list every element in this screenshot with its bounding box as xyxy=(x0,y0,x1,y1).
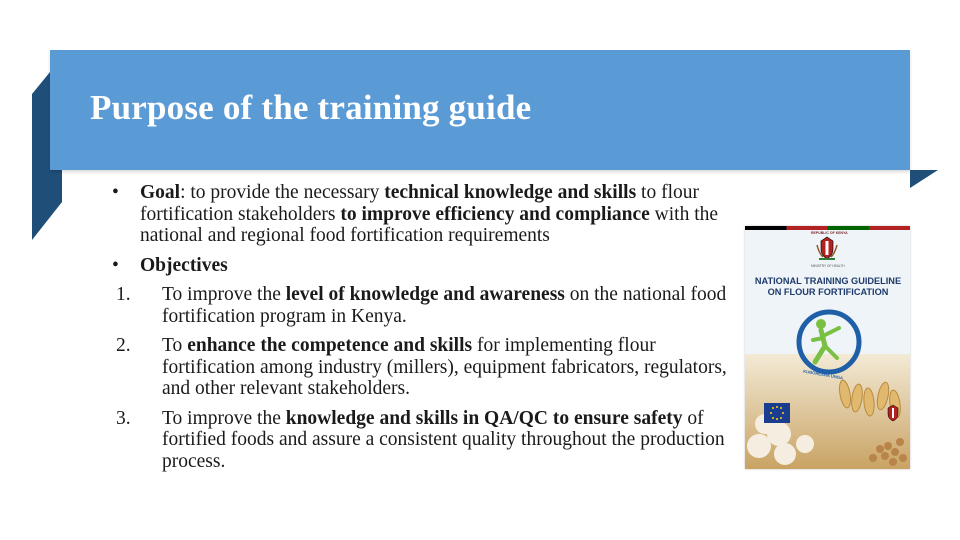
text-segment: : to provide the necessary xyxy=(180,182,385,203)
emphasis-segment: technical knowledge and skills xyxy=(384,182,637,203)
emphasis-segment: knowledge and skills in QA/QC to ensure safety xyxy=(285,407,683,429)
content-list xyxy=(112,182,732,480)
bullet-marker: • xyxy=(112,254,119,276)
title-banner xyxy=(50,50,910,170)
text-segment: for implementing flour fortification among industry (millers), equipment fabricators, regulators, and other relevant stakeholders. xyxy=(162,335,727,399)
kenya-coat-of-arms-icon xyxy=(815,235,839,261)
objective-text xyxy=(162,335,732,400)
text-segment: of fortified foods and assure a consistent quality throughout the production process. xyxy=(162,407,725,472)
cover-title: NATIONAL TRAINING GUIDELINE ON FLOUR FORTIFICATION xyxy=(754,276,902,297)
text-segment: To xyxy=(162,335,188,356)
objective-number: 2. xyxy=(116,335,131,356)
objective-item-3 xyxy=(112,408,732,473)
objective-text xyxy=(162,408,732,473)
text-segment: To improve the xyxy=(162,284,286,305)
flag-strip-top xyxy=(745,226,910,230)
cover-ministry-text: MINISTRY OF HEALTH xyxy=(811,264,845,268)
logo-caption: KUBORESHA UNGA xyxy=(802,368,844,381)
fortification-logo-icon xyxy=(793,306,865,378)
objectives-heading-item xyxy=(112,255,732,277)
eu-flag-icon xyxy=(764,403,790,423)
objective-item-2 xyxy=(112,335,732,400)
goal-label: Goal xyxy=(140,182,181,203)
goal-item xyxy=(112,182,732,247)
objective-number: 3. xyxy=(116,407,131,429)
goal-text xyxy=(140,182,732,247)
text-segment: with the national and regional food fortification requirements xyxy=(140,203,719,246)
text-segment: to flour fortification stakeholders xyxy=(140,182,699,225)
emphasis-segment: and compliance xyxy=(519,203,650,225)
slide-title: Purpose of the training guide xyxy=(90,88,532,127)
bullet-marker: • xyxy=(112,182,119,203)
objectives-heading: Objectives xyxy=(140,254,228,276)
kenya-emblem-icon xyxy=(885,404,901,422)
emphasis-segment: to improve efficiency xyxy=(340,203,520,225)
guideline-cover-image xyxy=(745,226,910,469)
cover-top-text: REPUBLIC OF KENYA xyxy=(811,231,848,235)
text-segment: To improve the xyxy=(162,407,286,429)
right-ribbon-fold xyxy=(910,170,938,190)
objective-text xyxy=(162,284,732,327)
emphasis-segment: enhance the competence and skills xyxy=(187,335,473,356)
text-segment: on the national food fortification program in Kenya. xyxy=(162,284,727,327)
emphasis-segment: level of knowledge and awareness xyxy=(285,284,565,305)
objective-number: 1. xyxy=(116,284,131,305)
objective-item-1 xyxy=(112,284,732,327)
